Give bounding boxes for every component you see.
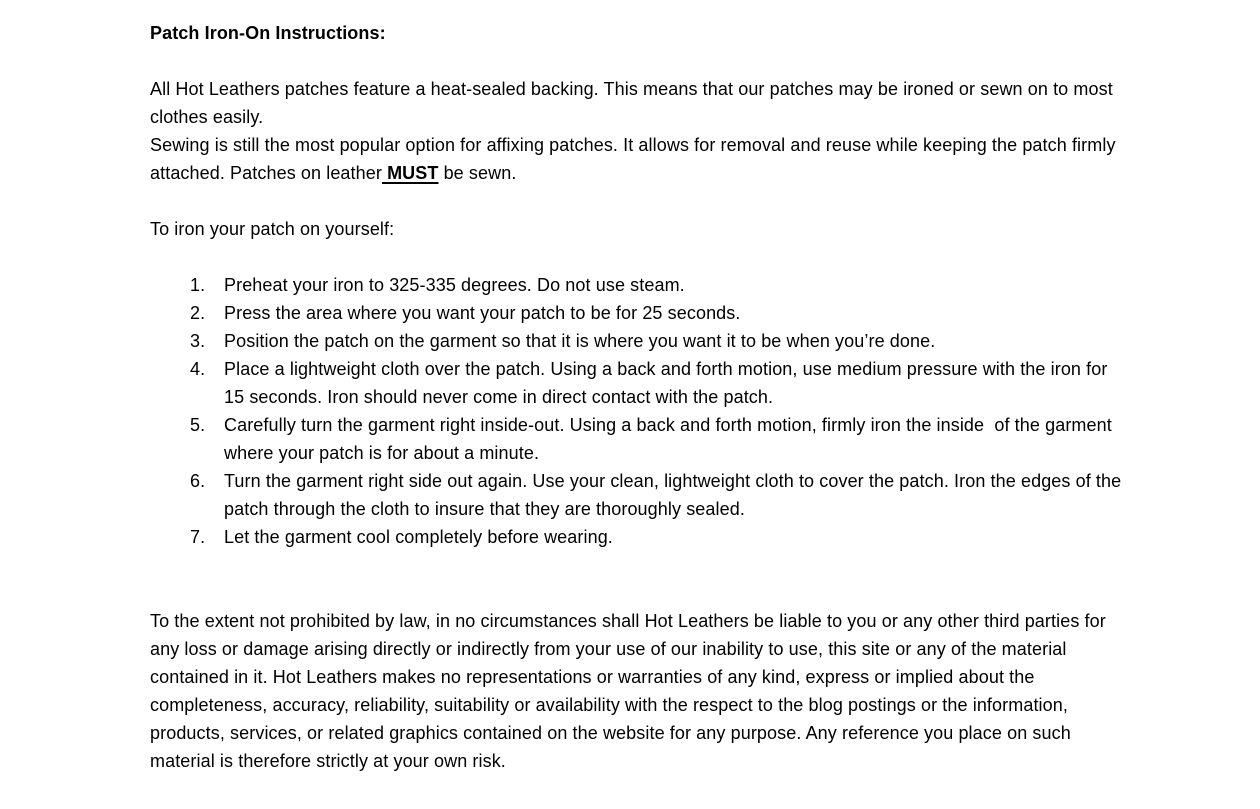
list-item-number: 4. xyxy=(190,359,206,379)
list-item xyxy=(190,327,1130,355)
must-emphasis: MUST xyxy=(381,163,439,183)
list-item-text: Press the area where you want your patch to be for 25 seconds. xyxy=(224,303,741,323)
list-item xyxy=(190,355,1130,411)
list-item xyxy=(190,299,1130,327)
sewing-text-before: Sewing is still the most popular option for affixing patches. It allows for removal and reuse while keeping the patch firmly attached. Patches on leather xyxy=(150,135,1121,183)
list-item-text: Carefully turn the garment right inside-out. Using a back and forth motion, firmly iron the inside of the garment where your patch is for about a minute. xyxy=(224,415,1117,463)
list-item xyxy=(190,411,1130,467)
list-item-number: 7. xyxy=(190,527,206,547)
list-item-number: 6. xyxy=(190,471,206,491)
document-title: Patch Iron-On Instructions: xyxy=(150,23,386,43)
list-item-text: Let the garment cool completely before wearing. xyxy=(224,527,613,547)
intro-section xyxy=(150,75,1130,187)
sewing-text-after: be sewn. xyxy=(438,163,517,183)
list-item-text: Position the patch on the garment so that it is where you want it to be when you’re done. xyxy=(224,331,936,351)
list-item-text: Preheat your iron to 325-335 degrees. Do not use steam. xyxy=(224,275,685,295)
list-item xyxy=(190,467,1130,523)
list-item-number: 2. xyxy=(190,303,206,323)
list-item-text: Place a lightweight cloth over the patch. Using a back and forth motion, use medium pressure with the iron for 15 seconds. Iron should never come in direct contact with the patch. xyxy=(224,359,1113,407)
list-item xyxy=(190,271,1130,299)
disclaimer-paragraph: To the extent not prohibited by law, in no circumstances shall Hot Leathers be liable to you or any other third parties for any loss or damage arising directly or indirectly from your use of our inability to use, this site or any of the material contained in it. Hot Leathers makes no representations or warranties of any kind, express or implied about the completeness, accuracy, reliability, suitability or availability with the respect to the blog postings or the information, products, services, or related graphics contained on the website for any purpose. Any reference you place on such material is therefore strictly at your own risk. xyxy=(150,611,1111,771)
instruction-list xyxy=(190,271,1130,551)
list-item-number: 3. xyxy=(190,331,206,351)
list-item-text: Turn the garment right side out again. Use your clean, lightweight cloth to cover the patch. Iron the edges of the patch through the cloth to insure that they are thoroughly sealed. xyxy=(224,471,1127,519)
subheading-iron-yourself: To iron your patch on yourself: xyxy=(150,219,395,239)
list-item-number: 1. xyxy=(190,275,206,295)
paragraph-sewing xyxy=(150,131,1130,187)
list-item xyxy=(190,523,1130,551)
paragraph-heat-sealed-backing: All Hot Leathers patches feature a heat-sealed backing. This means that our patches may be ironed or sewn on to most clothes easily. xyxy=(150,79,1118,127)
list-item-number: 5. xyxy=(190,415,206,435)
